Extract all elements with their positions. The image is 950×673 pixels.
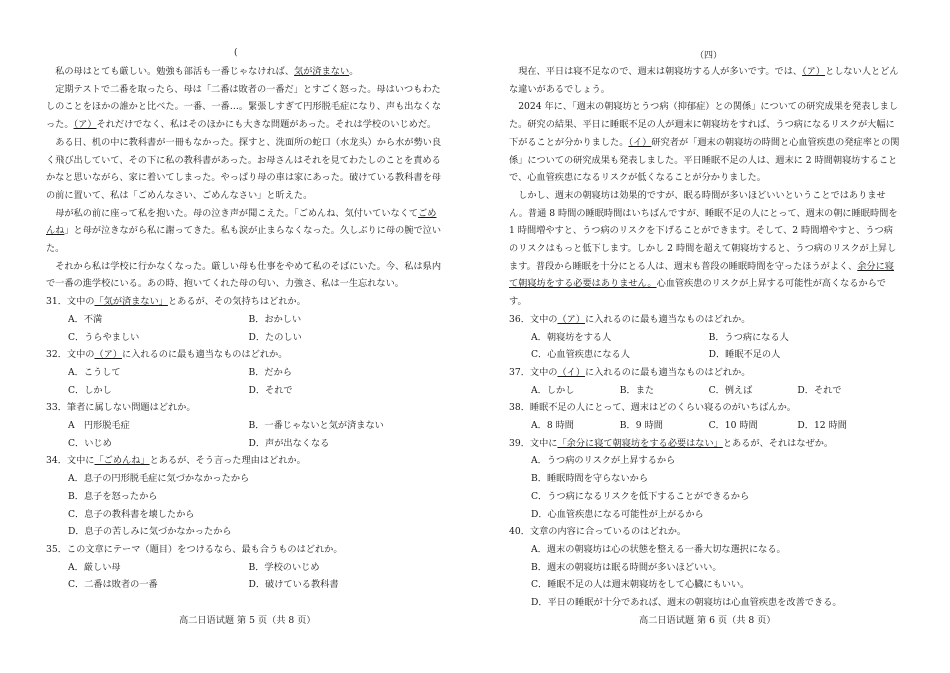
answer-options xyxy=(509,382,901,400)
page-footer: 高二日语试题 第 6 页（共 8 页） xyxy=(639,615,776,626)
text-run: 40．文章の内容に合っているのはどれか。 xyxy=(509,526,687,538)
answer-option: B．おかしい xyxy=(248,313,302,325)
answer-option: C．睡眠不足の人は週末朝寝坊をして心臓にもいい。 xyxy=(531,579,750,591)
question-stem xyxy=(509,311,901,329)
answer-option: B．学校のいじめ xyxy=(248,561,320,573)
answer-option: D．それで xyxy=(797,384,842,396)
underlined-text: （ア） xyxy=(94,349,123,361)
text-run: に入れるのに最も適当なものはどれか。 xyxy=(585,313,751,325)
underlined-text: （イ） xyxy=(628,136,652,148)
answer-option: A．こうして xyxy=(68,366,121,378)
answer-option: C．しかし xyxy=(68,384,112,396)
page-body xyxy=(509,63,901,612)
text-run: 32．文中の xyxy=(46,349,95,361)
text-run: 34．文中に xyxy=(46,455,95,467)
answer-option: C．うつ病になるリスクを低下することができるから xyxy=(531,490,750,502)
question-item xyxy=(46,452,444,541)
text-run: ある日、机の中に教科書が一冊もなかった。探すと、洗面所の蛇口（水龙头）から水が勢い良く飛び出していて、その下に私の教科書があった。お母さんはそれを見てわたしのことを責めるかなと思いながら、家に着いてしまった。やっぱり母の車は家にあった。破けている教科書を母の前に置いて、私は「ごめんなさい、ごめんなさい」と昕えた。 xyxy=(46,136,442,201)
text-run: に入れるのに最も適当なものはどれか。 xyxy=(122,349,288,361)
text-run: とあるが、そう言った理由はどれか。 xyxy=(149,455,306,467)
text-run: それから私は学校に行かなくなった。厳しい母も仕事をやめて私のそばにいた。今、私は県内で一番の進学校にいる。あの時、抱いてくれた母の匂い、力強さ、私は一生忘れない。 xyxy=(46,260,442,290)
question-stem xyxy=(46,293,444,311)
passage-paragraph xyxy=(46,81,444,134)
answer-option: B．息子を怒ったから xyxy=(68,490,158,502)
page-body xyxy=(46,63,444,594)
text-run: とあるが、その気持ちはどれか。 xyxy=(167,296,306,308)
underlined-text: （ア） xyxy=(802,66,826,77)
answer-option: C．いじめ xyxy=(68,437,112,449)
answer-option: A．朝寝坊をする人 xyxy=(531,331,612,343)
answer-option: A．不満 xyxy=(68,313,103,325)
answer-option: B．一番じゃないと気が済まない xyxy=(248,420,384,432)
answer-option: B．うつ病になる人 xyxy=(708,331,789,343)
answer-option: A．厳しい母 xyxy=(68,561,121,573)
text-run: 37．文中の xyxy=(509,366,558,378)
text-run: 母が私の前に座って私を抱いた。母の泣き声が聞こえた。「ごめんね、気付いていなくて xyxy=(55,207,419,219)
answer-options xyxy=(46,559,444,594)
underlined-text: （イ） xyxy=(557,366,586,378)
text-run: 心血管疾患のリスクが上昇する可能性が高くなるからです。 xyxy=(509,278,886,308)
question-item xyxy=(46,541,444,594)
question-list xyxy=(509,311,901,612)
text-run: しかし、週末の朝寝坊は効果的ですが、眠る時間が多いほどいいということではありません。普通 8 時間の睡眠時間はいちばんですが、睡眠不足の人にとって、週末の朝に睡眠時間を 1 時間増やすと、うつ病のリスクを下げることができます。そして、2 時間増やすと、うつ病のリスクはもっと低下します。しかし 2 時間を超えて朝寝坊すると、うつ病のリスクが上昇します。普段から睡眠を十分にとる人は、週末も普段の睡眠時間を守ったほうがよく、 xyxy=(509,189,898,272)
text-run: 33．筆者に属しない問題はどれか。 xyxy=(46,402,196,414)
answer-option: C．二番は敗者の一番 xyxy=(68,579,158,591)
text-run: 38．睡眠不足の人にとって、週末はどのくらい寝るのがいちばんか。 xyxy=(509,402,796,414)
answer-option: B．睡眠時間を守らないから xyxy=(531,473,649,485)
question-item xyxy=(46,293,444,346)
question-stem xyxy=(509,523,901,541)
answer-options xyxy=(509,329,901,364)
answer-option: A．うつ病のリスクが上昇するから xyxy=(531,455,676,467)
text-run: 36．文中の xyxy=(509,313,558,325)
underlined-text: 気が済まない xyxy=(294,66,350,77)
underlined-text: 余分に寝て朝寝坊をする必要はありません。 xyxy=(509,260,894,290)
text-run: としない人とどんな違いがあるでしょう。 xyxy=(509,66,899,95)
answer-options xyxy=(46,311,444,346)
answer-option: C．息子の教科書を壊したから xyxy=(68,508,195,520)
question-item xyxy=(509,523,901,612)
question-item xyxy=(509,399,901,434)
question-item xyxy=(509,435,901,524)
question-item xyxy=(46,346,444,399)
text-run: 31．文中の xyxy=(46,296,95,308)
question-item xyxy=(509,311,901,364)
text-run: 。 xyxy=(349,66,359,77)
answer-option: D．12 時間 xyxy=(797,420,847,432)
answer-option: C．例えば xyxy=(708,384,753,396)
passage-paragraph xyxy=(46,258,444,293)
answer-option: D．声が出なくなる xyxy=(248,437,330,449)
answer-options xyxy=(509,452,901,523)
answer-option: A．週末の朝寝坊は心の状態を整える一番大切な選択になる。 xyxy=(531,543,786,555)
question-item xyxy=(509,364,901,399)
passage-paragraph xyxy=(509,187,901,311)
underlined-text: （ア） xyxy=(557,313,586,325)
question-stem xyxy=(509,364,901,382)
question-stem xyxy=(46,346,444,364)
text-run: に入れるのに最も適当なものはどれか。 xyxy=(585,366,751,378)
answer-option: D．平日の睡眠が十分であれば、週末の朝寝坊は心血管疾患を改善できる。 xyxy=(531,597,842,609)
answer-option: A．しかし xyxy=(531,384,575,396)
answer-option: A 円形脱毛症 xyxy=(68,420,130,432)
underlined-text: 「気が済まない」 xyxy=(94,296,168,308)
answer-option: B．週末の朝寝坊は眠る時間が多いほどいい。 xyxy=(531,561,722,573)
answer-option: C．10 時間 xyxy=(708,420,758,432)
underlined-text: 「余分に寝て朝寝坊をする必要はない」 xyxy=(557,437,723,449)
question-item xyxy=(46,399,444,452)
answer-option: B．また xyxy=(619,384,655,396)
answer-options xyxy=(509,417,901,435)
question-stem xyxy=(509,435,901,453)
right-exam-page xyxy=(509,0,901,673)
question-stem xyxy=(46,452,444,470)
text-run: 私の母はとても厳しい。勉強も部活も一番じゃなければ、 xyxy=(55,66,295,77)
passage-paragraph xyxy=(509,63,901,98)
page-footer: 高二日语试题 第 5 页（共 8 页） xyxy=(179,615,316,626)
answer-option: A．息子の円形脱毛症に気づかなかったから xyxy=(68,473,250,485)
answer-option: D．心血管疾患になる可能性が上がるから xyxy=(531,508,704,520)
answer-options xyxy=(46,417,444,452)
text-run: それだけでなく、私はそのほかにも大きな問題があった。それは学校のいじめだ。 xyxy=(96,119,437,131)
underlined-text: 「ごめんね」 xyxy=(94,455,150,467)
question-stem xyxy=(46,399,444,417)
question-list xyxy=(46,293,444,594)
answer-option: C．うらやましい xyxy=(68,331,140,343)
text-run: とあるが、それはなぜか。 xyxy=(722,437,834,449)
text-run: 」と母が泣きながら私に謝ってきた。私も涙が止まらなくなった。久しぶりに母の腕で泣いた。 xyxy=(46,225,442,255)
text-run: 現在、平日は寝不足なので、週末は朝寝坊する人が多いです。では、 xyxy=(518,66,803,77)
answer-option: B．だから xyxy=(248,366,292,378)
left-exam-page xyxy=(46,0,444,673)
question-stem xyxy=(509,399,901,417)
passage-paragraph xyxy=(46,63,444,81)
passage-paragraph xyxy=(509,98,901,187)
answer-option: D．息子の苦しみに気づかなかったから xyxy=(68,526,232,538)
answer-option: D．たのしい xyxy=(248,331,302,343)
answer-option: D．破けている教科書 xyxy=(248,579,339,591)
text-run: 35．この文章にテーマ（題目）をつけるなら、最も合うものはどれか。 xyxy=(46,543,343,555)
text-run: 定期テストで二番を取ったら、母は「二番は敗者の一番だ」とすごく怒った。母はいつもわたしのことをほかの誰かと比べた。一番、一番…。緊張しすぎて円形脱毛症になり、声も出なくなった。 xyxy=(46,83,442,131)
reading-passage xyxy=(509,63,901,311)
section-mark: （四） xyxy=(695,51,723,61)
underlined-text: ごめんね xyxy=(46,207,437,237)
answer-option: D．それで xyxy=(248,384,293,396)
answer-options xyxy=(46,364,444,399)
answer-option: D．睡眠不足の人 xyxy=(708,349,781,361)
text-run: 研究者が「週末の朝寝坊の時間と心血管疾患の発症率との関係」についての研究成果も発表しました。平日睡眠不足の人は、週末に 2 時間朝寝坊することで、心血管疾患になるリスクが低くなることが分かりました。 xyxy=(509,136,900,184)
passage-paragraph xyxy=(46,134,444,205)
answer-option: A．8 時間 xyxy=(531,420,574,432)
answer-options xyxy=(46,470,444,541)
answer-options xyxy=(509,541,901,612)
question-stem xyxy=(46,541,444,559)
text-run: 2024 年に、「週末の朝寝坊とうつ病（抑郁症）との関係」についての研究成果を発表しました。研究の結果、平日に睡眠不足の人が週末に朝寝坊をすれば、うつ病になるリスクが大幅に下がることが分かりました。 xyxy=(509,101,899,148)
text-run: 39．文中に xyxy=(509,437,558,449)
answer-option: B．9 時間 xyxy=(619,420,663,432)
reading-passage xyxy=(46,63,444,293)
section-mark: ( xyxy=(234,48,238,58)
underlined-text: （ア） xyxy=(73,119,97,131)
answer-option: C．心血管疾患になる人 xyxy=(531,349,630,361)
passage-paragraph xyxy=(46,205,444,258)
